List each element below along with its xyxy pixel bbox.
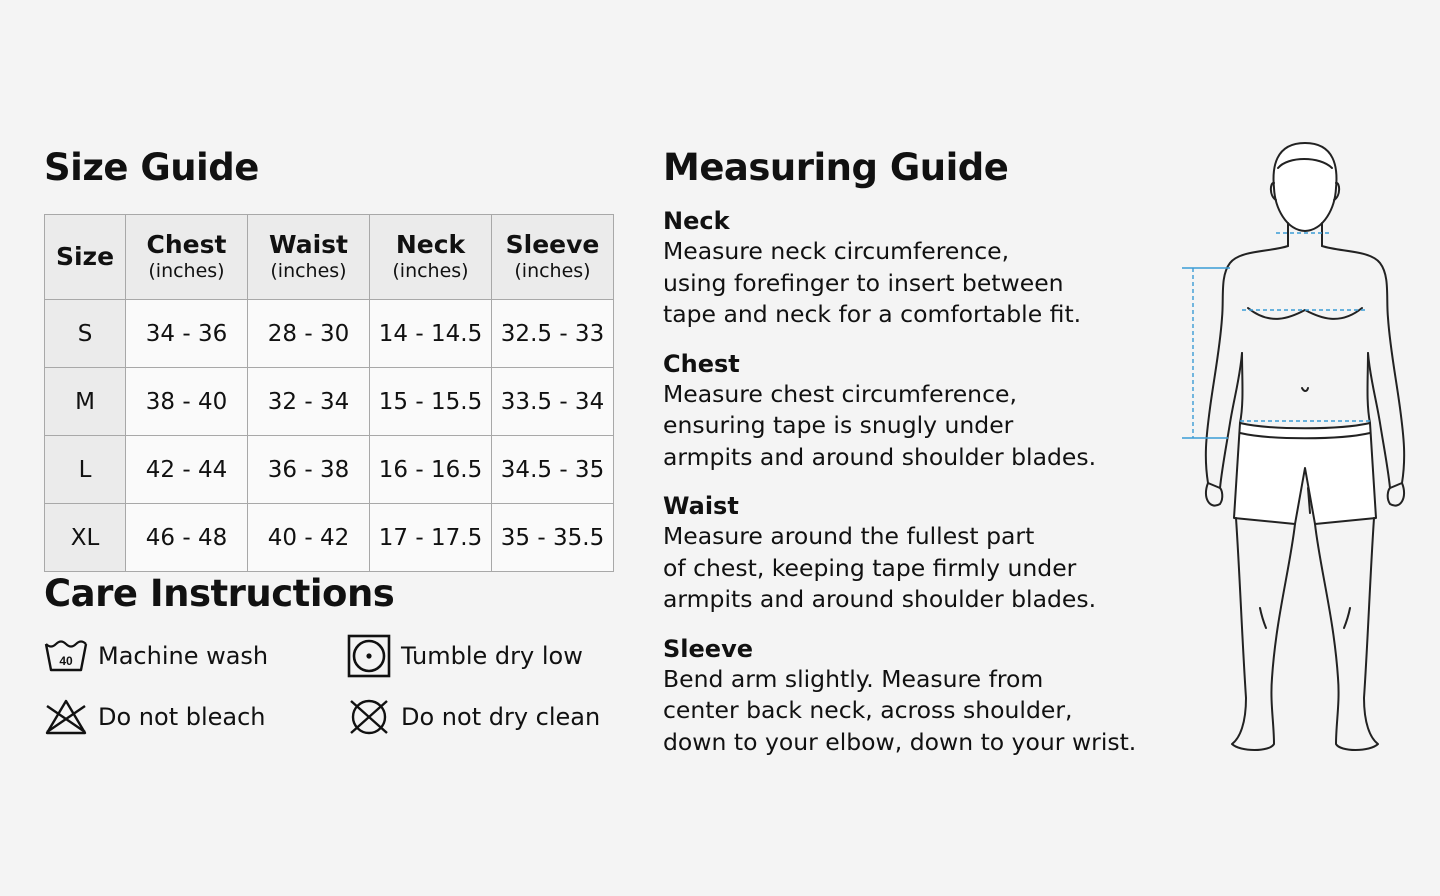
sleeve-cell: 35 - 35.5 bbox=[492, 504, 614, 572]
sleeve-cell: 33.5 - 34 bbox=[492, 368, 614, 436]
neck-cell: 14 - 14.5 bbox=[370, 300, 492, 368]
neck-cell: 15 - 15.5 bbox=[370, 368, 492, 436]
tumble-dry-low-icon bbox=[347, 634, 391, 678]
table-row bbox=[45, 368, 614, 436]
care-label: Do not bleach bbox=[98, 703, 266, 731]
care-label: Machine wash bbox=[98, 642, 269, 670]
measure-neck-text: Measure neck circumference, using forefinger to insert between tape and neck for a comfortable fit. bbox=[663, 237, 1082, 328]
table-row bbox=[45, 504, 614, 572]
waist-cell: 28 - 30 bbox=[248, 300, 370, 368]
body-outline-figure bbox=[1180, 138, 1410, 763]
size-cell: XL bbox=[45, 504, 126, 572]
measure-chest-title: Chest bbox=[663, 349, 740, 378]
waist-cell: 36 - 38 bbox=[248, 436, 370, 504]
care-instructions-title: Care Instructions bbox=[44, 572, 395, 615]
sleeve-cell: 32.5 - 33 bbox=[492, 300, 614, 368]
care-label: Tumble dry low bbox=[401, 642, 583, 670]
do-not-dry-clean-icon bbox=[347, 695, 391, 739]
size-cell: S bbox=[45, 300, 126, 368]
care-item-do-not-bleach bbox=[44, 695, 266, 739]
measure-neck bbox=[663, 206, 1183, 331]
svg-text:40: 40 bbox=[59, 654, 73, 668]
measuring-guide-panel bbox=[663, 146, 1183, 758]
neck-cell: 17 - 17.5 bbox=[370, 504, 492, 572]
do-not-bleach-icon bbox=[44, 695, 88, 739]
measure-chest-text: Measure chest circumference, ensuring tape is snugly under armpits and around shoulder blades. bbox=[663, 379, 1097, 471]
header-sleeve: Sleeve (inches) bbox=[492, 215, 614, 300]
measure-sleeve-title: Sleeve bbox=[663, 634, 753, 663]
measure-waist-title: Waist bbox=[663, 492, 739, 520]
chest-cell: 38 - 40 bbox=[126, 368, 248, 436]
table-row bbox=[45, 436, 614, 504]
neck-cell: 16 - 16.5 bbox=[370, 436, 492, 504]
waist-cell: 32 - 34 bbox=[248, 368, 370, 436]
chest-cell: 46 - 48 bbox=[126, 504, 248, 572]
size-guide-title: Size Guide bbox=[44, 146, 259, 189]
header-size: Size bbox=[45, 215, 126, 300]
care-item-do-not-dry-clean bbox=[347, 695, 600, 739]
waist-cell: 40 - 42 bbox=[248, 504, 370, 572]
header-neck: Neck (inches) bbox=[370, 215, 492, 300]
size-cell: M bbox=[45, 368, 126, 436]
header-chest: Chest (inches) bbox=[126, 215, 248, 300]
machine-wash-40-icon bbox=[44, 634, 88, 678]
measure-waist-text: Measure around the fullest part of chest, keeping tape firmly under armpits and around shoulder blades. bbox=[663, 522, 1097, 613]
measure-sleeve-text: Bend arm slightly. Measure from center back neck, across shoulder, down to your elbow, down to your wrist. bbox=[663, 664, 1137, 756]
table-row bbox=[45, 300, 614, 368]
sleeve-cell: 34.5 - 35 bbox=[492, 436, 614, 504]
measure-waist bbox=[663, 491, 1183, 616]
measuring-guide-title: Measuring Guide bbox=[663, 146, 1009, 189]
header-waist: Waist (inches) bbox=[248, 215, 370, 300]
care-item-machine-wash bbox=[44, 634, 268, 678]
chest-cell: 34 - 36 bbox=[126, 300, 248, 368]
care-label: Do not dry clean bbox=[401, 703, 601, 731]
care-instructions-grid bbox=[44, 634, 614, 754]
measure-chest bbox=[663, 349, 1183, 474]
size-guide-panel bbox=[44, 146, 614, 754]
size-table bbox=[44, 214, 614, 572]
size-table-header-row bbox=[45, 215, 614, 300]
size-cell: L bbox=[45, 436, 126, 504]
measure-sleeve bbox=[663, 634, 1183, 759]
measure-neck-title: Neck bbox=[663, 207, 730, 235]
care-item-tumble-dry-low bbox=[347, 634, 583, 678]
chest-cell: 42 - 44 bbox=[126, 436, 248, 504]
